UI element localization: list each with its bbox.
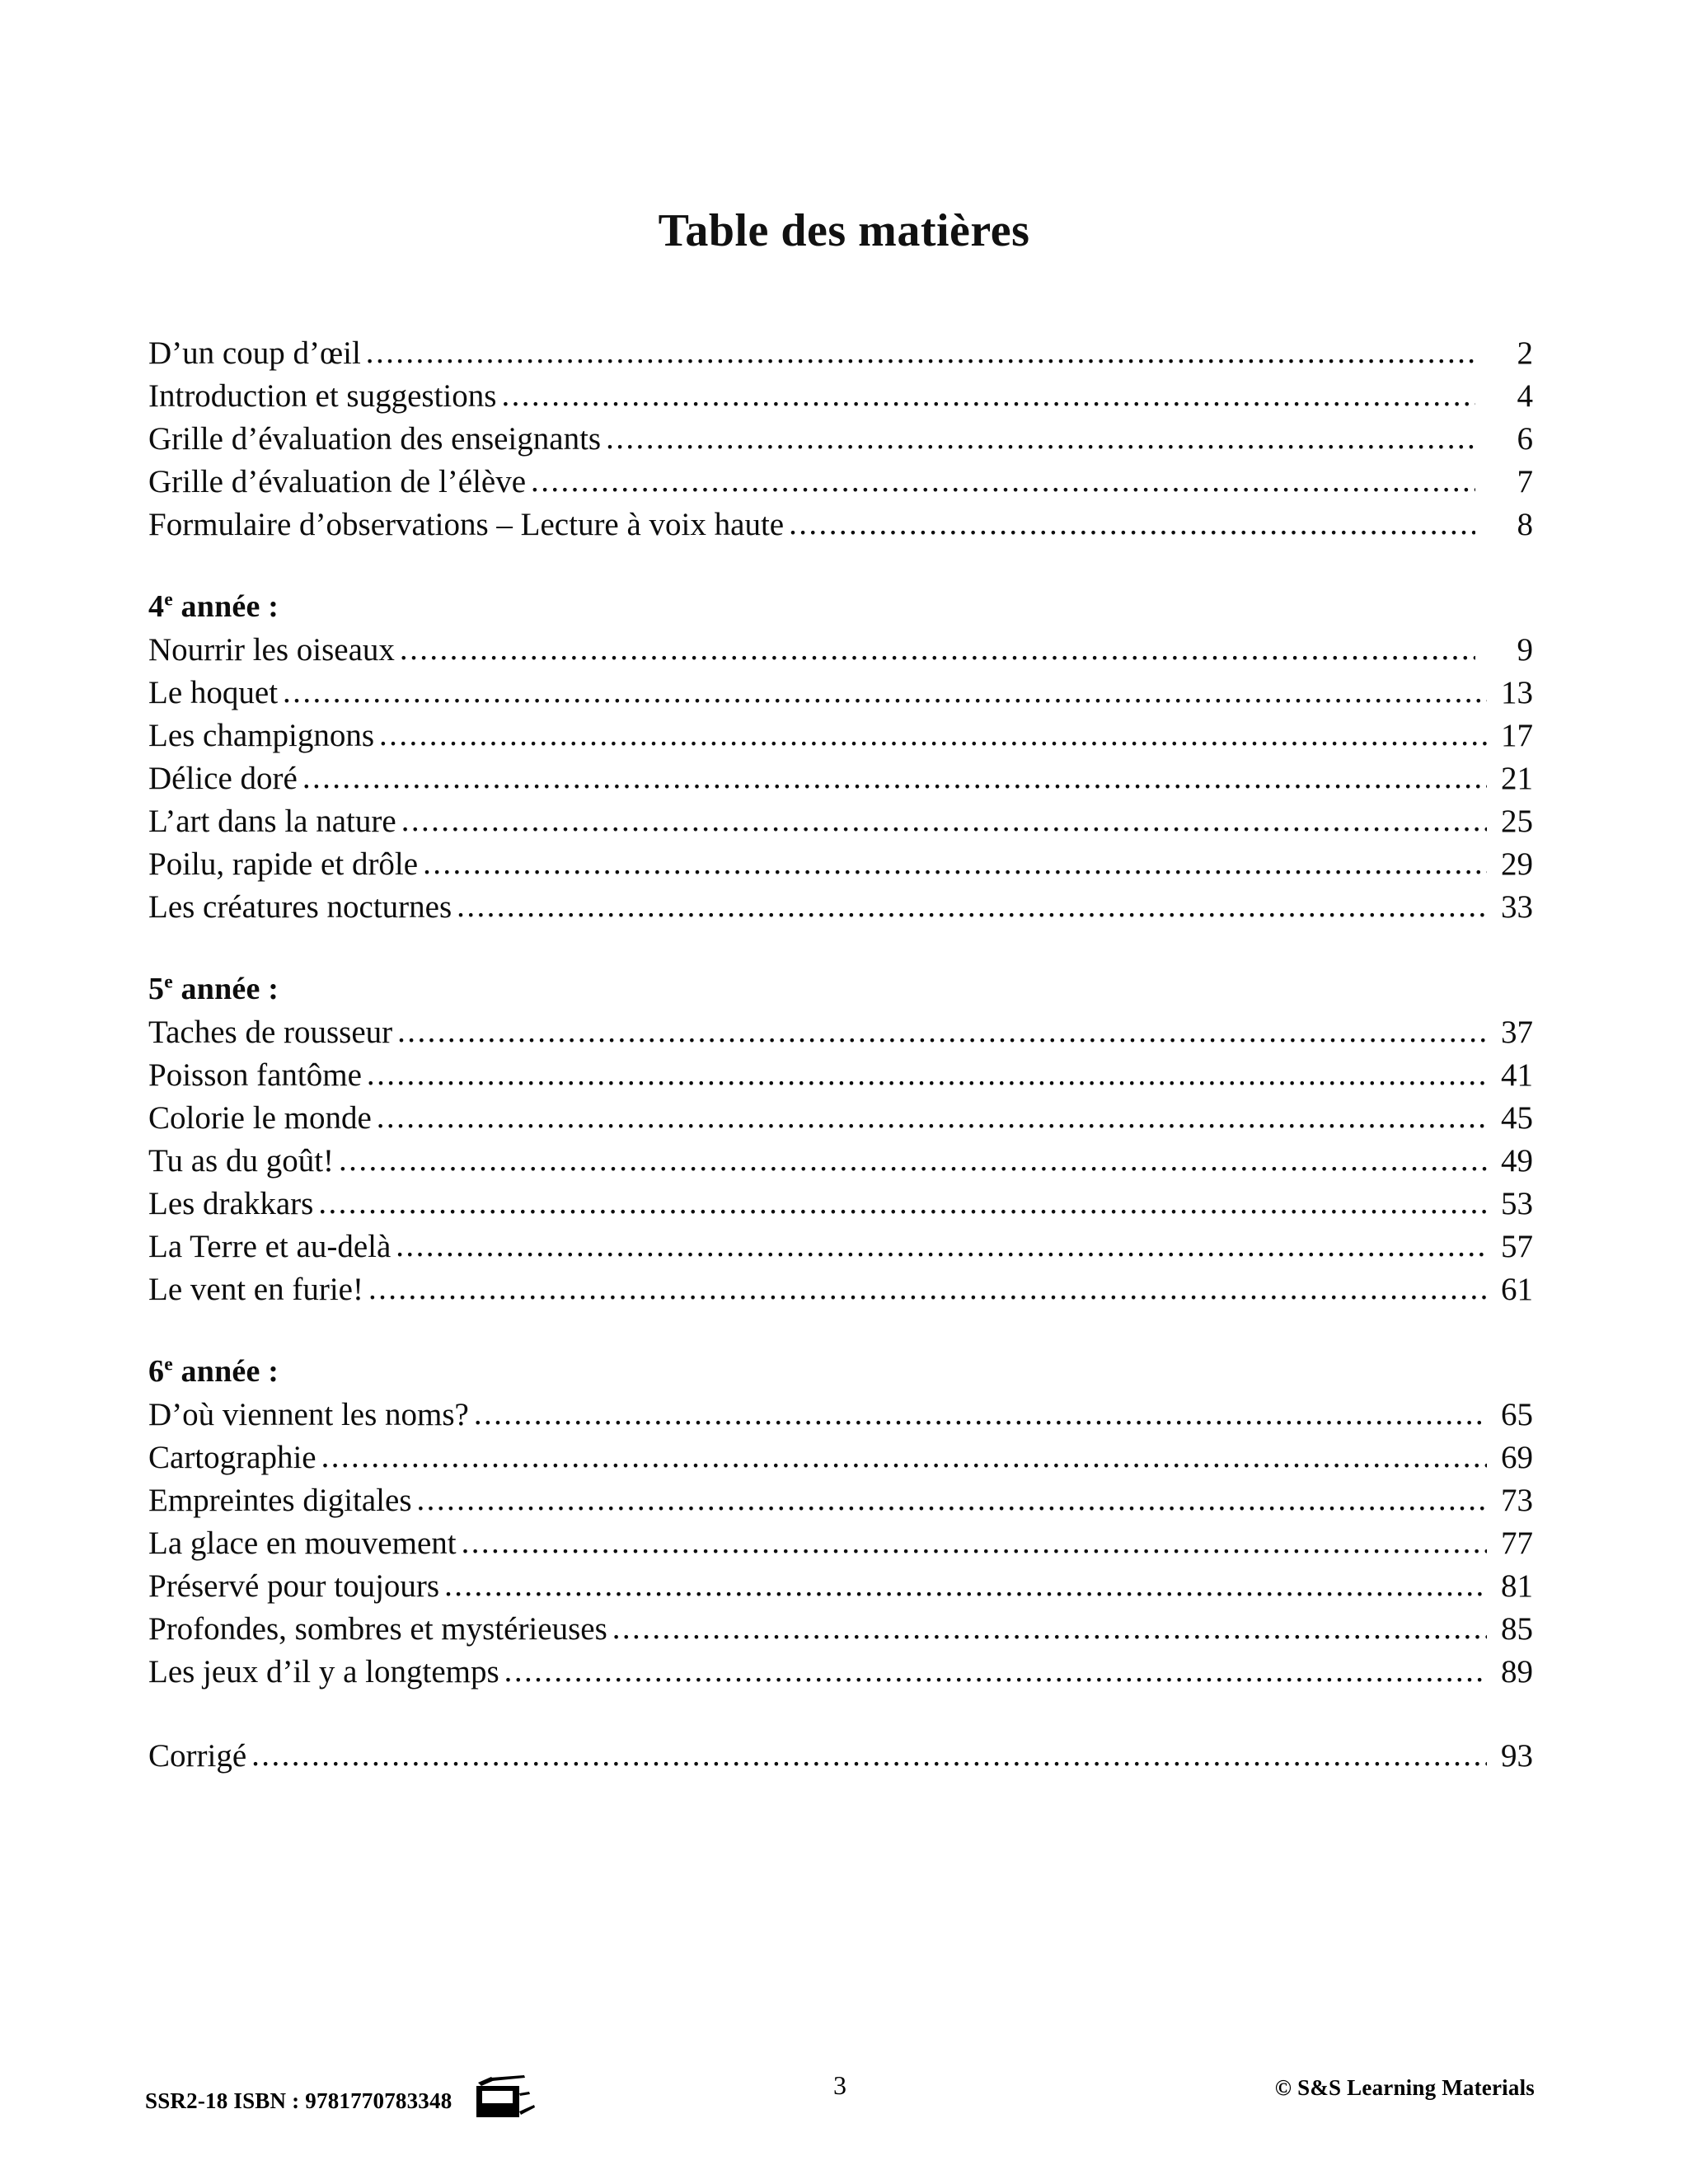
toc-leader-dots <box>789 503 1475 535</box>
toc-entry[interactable] <box>148 1479 1533 1521</box>
toc-leader-dots <box>397 1010 1487 1043</box>
toc-entry-page-number: 49 <box>1501 1143 1533 1179</box>
copyright-text: © S&S Learning Materials <box>1274 2075 1535 2100</box>
toc-entry-page-number: 7 <box>1517 464 1533 499</box>
toc-leader-dots <box>417 1479 1487 1511</box>
toc-entry-page-number: 65 <box>1501 1397 1533 1432</box>
toc-entry-label: Poilu, rapide et drôle <box>148 846 419 882</box>
toc-entry-page-number: 77 <box>1501 1526 1533 1561</box>
toc-entry[interactable] <box>148 799 1533 842</box>
toc-entry-page-number: 2 <box>1517 335 1533 371</box>
toc-entry-page-number: 89 <box>1501 1654 1533 1690</box>
section-ordinal-suffix: e <box>164 588 173 611</box>
toc-entry[interactable] <box>148 1139 1533 1182</box>
toc-entry-label: Les jeux d’il y a longtemps <box>148 1654 499 1690</box>
toc-entry[interactable] <box>148 1521 1533 1564</box>
toc-section-heading <box>148 585 1533 628</box>
toc-entry[interactable] <box>148 1436 1533 1479</box>
toc-section-heading <box>148 968 1533 1010</box>
toc-entry[interactable] <box>148 1607 1533 1650</box>
toc-leader-dots <box>444 1564 1487 1596</box>
toc-entry-page-number: 29 <box>1501 846 1533 882</box>
toc-entry-page-number: 37 <box>1501 1015 1533 1050</box>
toc-entry-page-number: 33 <box>1501 889 1533 925</box>
toc-entry-page-number: 25 <box>1501 804 1533 839</box>
toc-entry[interactable] <box>148 1268 1533 1310</box>
toc-entry-label: Grille d’évaluation de l’élève <box>148 464 527 499</box>
toc-leader-dots <box>318 1182 1487 1214</box>
toc-entry-label: Nourrir les oiseaux <box>148 632 395 668</box>
toc-leader-dots <box>531 460 1475 492</box>
toc-entry-label: Grille d’évaluation des enseignants <box>148 421 602 457</box>
toc-entry-page-number: 69 <box>1501 1440 1533 1475</box>
toc-entry-page-number: 17 <box>1501 718 1533 753</box>
toc-leader-dots <box>401 799 1487 832</box>
toc-entry-page-number: 85 <box>1501 1611 1533 1647</box>
toc-entry-label: La glace en mouvement <box>148 1526 457 1561</box>
toc-entry[interactable] <box>148 417 1533 460</box>
toc-entry-label: L’art dans la nature <box>148 804 396 839</box>
toc-entry-label: Taches de rousseur <box>148 1015 393 1050</box>
toc-leader-dots <box>379 714 1487 746</box>
toc-entry-label: Introduction et suggestions <box>148 378 497 414</box>
toc-entry-label: Corrigé <box>148 1738 247 1774</box>
toc-leader-dots <box>612 1607 1487 1639</box>
toc-entry[interactable] <box>148 331 1533 374</box>
toc-entry-label: Empreintes digitales <box>148 1483 412 1518</box>
toc-entry[interactable] <box>148 757 1533 799</box>
toc-leader-dots <box>423 842 1487 874</box>
table-of-contents <box>148 331 1533 1777</box>
toc-entry-label: Formulaire d’observations – Lecture à voix haute <box>148 507 785 542</box>
toc-entry[interactable] <box>148 714 1533 757</box>
toc-entry-label: La Terre et au-delà <box>148 1229 392 1264</box>
toc-entry-page-number: 57 <box>1501 1229 1533 1264</box>
page-footer <box>145 2067 1535 2133</box>
toc-entry-page-number: 6 <box>1517 421 1533 457</box>
toc-entry-page-number: 4 <box>1517 378 1533 414</box>
toc-entry-page-number: 61 <box>1501 1272 1533 1307</box>
toc-entry-label: Tu as du goût! <box>148 1143 335 1179</box>
toc-leader-dots <box>504 1650 1487 1682</box>
toc-entry[interactable] <box>148 842 1533 885</box>
toc-entry-page-number: 81 <box>1501 1568 1533 1604</box>
toc-entry-label: Les drakkars <box>148 1186 314 1221</box>
toc-entry[interactable] <box>148 1225 1533 1268</box>
toc-leader-dots <box>377 1096 1487 1128</box>
toc-leader-dots <box>283 671 1487 703</box>
toc-leader-dots <box>302 757 1487 789</box>
toc-entry-label: Délice doré <box>148 761 298 796</box>
section-grade-number: 5 <box>148 972 165 1006</box>
section-grade-number: 6 <box>148 1354 165 1389</box>
toc-entry[interactable] <box>148 374 1533 417</box>
section-ordinal-suffix: e <box>164 1353 173 1376</box>
toc-entry-label: Le vent en furie! <box>148 1272 363 1307</box>
toc-entry[interactable] <box>148 1010 1533 1053</box>
toc-entry[interactable] <box>148 1053 1533 1096</box>
toc-leader-dots <box>321 1436 1487 1468</box>
toc-entry-label: Les champignons <box>148 718 375 753</box>
toc-entry-page-number: 8 <box>1517 507 1533 542</box>
section-heading-text: année : <box>172 589 279 624</box>
section-heading-text: année : <box>172 972 279 1006</box>
toc-entry-page-number: 13 <box>1501 675 1533 710</box>
toc-entry[interactable] <box>148 885 1533 928</box>
toc-entry[interactable] <box>148 1182 1533 1225</box>
toc-entry-label: Cartographie <box>148 1440 316 1475</box>
toc-leader-dots <box>339 1139 1487 1171</box>
toc-entry-label: Colorie le monde <box>148 1100 372 1136</box>
toc-entry-page-number: 9 <box>1517 632 1533 668</box>
section-grade-number: 4 <box>148 589 165 624</box>
toc-leader-dots <box>457 885 1487 917</box>
toc-entry-label: Profondes, sombres et mystérieuses <box>148 1611 607 1647</box>
toc-entry-label: D’où viennent les noms? <box>148 1397 469 1432</box>
toc-leader-dots <box>366 331 1475 363</box>
toc-entry-label: D’un coup d’œil <box>148 335 361 371</box>
section-heading-text: année : <box>172 1354 279 1389</box>
toc-leader-dots <box>606 417 1475 449</box>
toc-entry[interactable] <box>148 1650 1533 1693</box>
toc-leader-dots <box>367 1053 1487 1085</box>
toc-entry-page-number: 21 <box>1501 761 1533 796</box>
toc-entry-label: Les créatures nocturnes <box>148 889 452 925</box>
page-title: Table des matières <box>658 205 1030 256</box>
toc-entry-label: Préservé pour toujours <box>148 1568 440 1604</box>
section-ordinal-suffix: e <box>164 971 173 993</box>
toc-entry[interactable] <box>148 503 1533 546</box>
toc-entry-label: Le hoquet <box>148 675 279 710</box>
toc-entry[interactable] <box>148 460 1533 503</box>
toc-leader-dots <box>251 1734 1487 1766</box>
toc-leader-dots <box>501 374 1475 406</box>
toc-entry[interactable] <box>148 1096 1533 1139</box>
toc-entry-label: Poisson fantôme <box>148 1057 362 1093</box>
toc-leader-dots <box>396 1225 1487 1257</box>
toc-leader-dots <box>368 1268 1487 1300</box>
toc-leader-dots <box>400 628 1475 660</box>
toc-entry[interactable] <box>148 1564 1533 1607</box>
toc-entry-page-number: 45 <box>1501 1100 1533 1136</box>
toc-entry[interactable] <box>148 1393 1533 1436</box>
isbn-text: SSR2-18 ISBN : 9781770783348 <box>145 2088 452 2113</box>
toc-entry-page-number: 93 <box>1501 1738 1533 1774</box>
footer-page-number: 3 <box>833 2070 846 2100</box>
toc-entry[interactable] <box>148 1734 1533 1777</box>
toc-entry[interactable] <box>148 671 1533 714</box>
toc-entry[interactable] <box>148 628 1533 671</box>
toc-leader-dots <box>474 1393 1487 1425</box>
toc-leader-dots <box>462 1521 1487 1554</box>
toc-entry-page-number: 73 <box>1501 1483 1533 1518</box>
toc-entry-page-number: 53 <box>1501 1186 1533 1221</box>
toc-section-heading <box>148 1350 1533 1393</box>
toc-entry-page-number: 41 <box>1501 1057 1533 1093</box>
